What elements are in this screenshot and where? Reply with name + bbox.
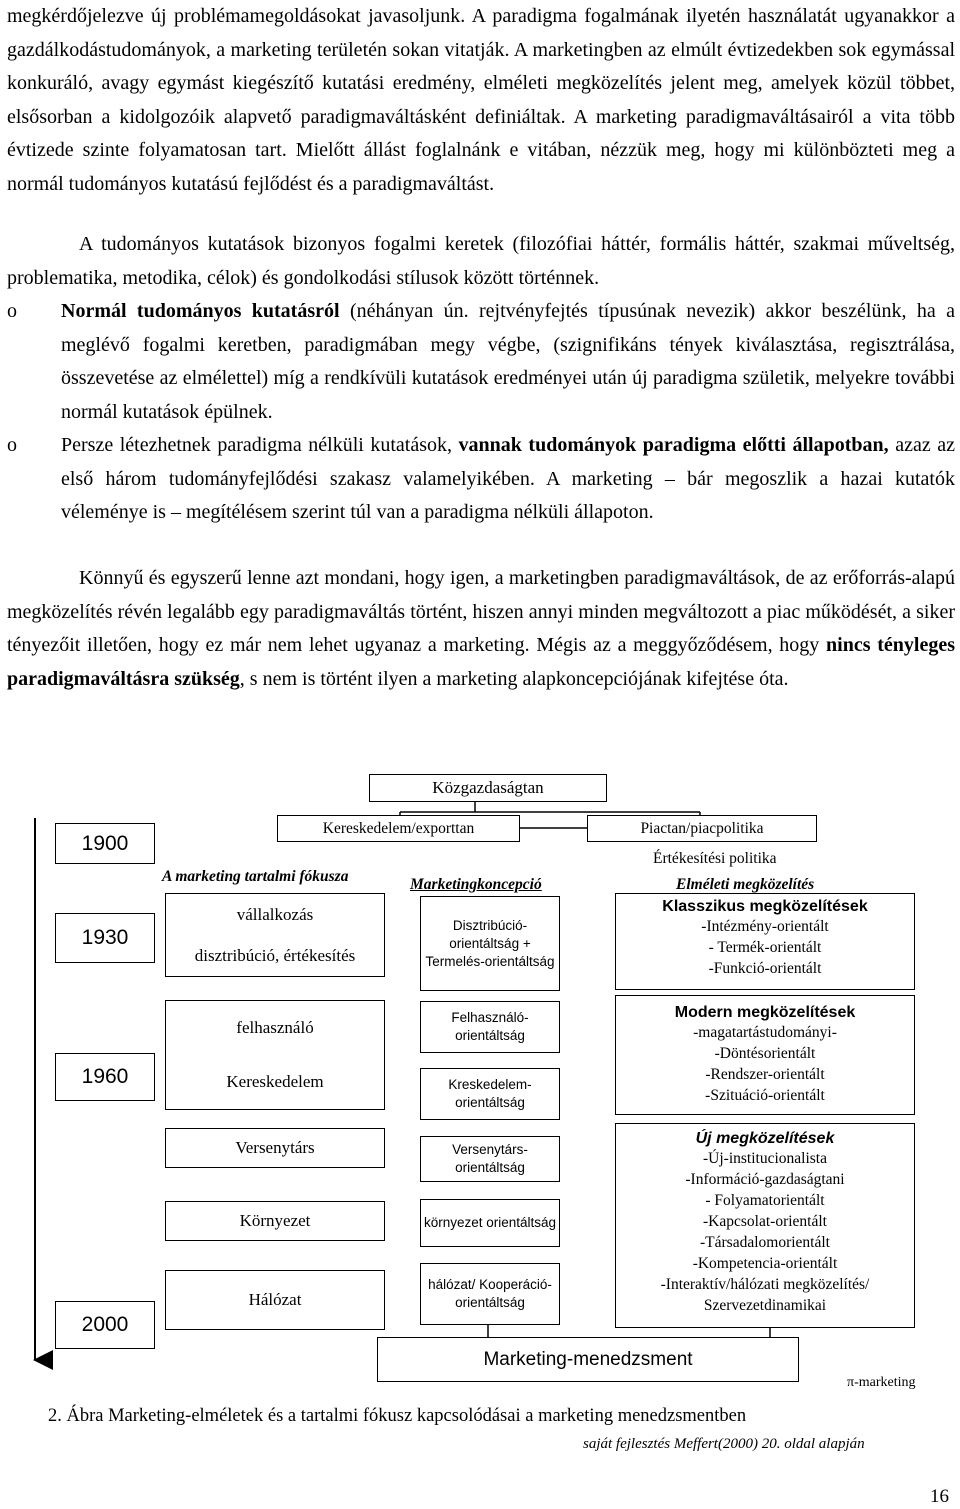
paragraph-1-text: megkérdőjelezve új problémamegoldásokat javasoljunk. A paradigma fogalmának ilyetén használatát ugyanakkor a gazdálkodástudományok, a marketing területén sokan vitatják. A marketingben az elmúlt évtizedekben sok egymással konkuráló, avagy egymást kiegészítő kutatási eredmény, elméleti megközelítés jelent meg, amelyek közül többet, elsősorban a kidolgozóik alapvető paradigmaváltásként definiáltak. A marketing paradigmaváltásairól a vita több évtizede szinte folyamatosan tart. Mielőtt állást foglalnánk e vitában, nézzük meg, hogy mi különbözteti meg a normál tudományos kutatású fejlődést és a paradigmaváltást. [7,5,955,195]
modern-item: -Döntésorientált [714,1045,816,1062]
concept-box-4: Versenytárs-orientáltság [420,1136,560,1182]
classic-item: - Termék-orientált [708,939,822,956]
classic-item: -Intézmény-orientált [701,918,829,935]
concept-header: Marketingkoncepció [410,876,542,893]
modern-title: Modern megközelítések [674,1004,856,1021]
new-item: -Új-institucionalista [703,1150,827,1167]
focus-header: A marketing tartalmi fókusza [162,868,349,885]
new-item: -Társadalomorientált [700,1234,830,1251]
new-title: Új megközelítések [695,1130,835,1147]
paragraph-2: A tudományos kutatások bizonyos fogalmi keretek (filozófiai háttér, formális háttér, szakmai műveltség, problematika, metodika, célok) és gondolkodási stílusok között történnek. [7,233,955,289]
concept-box-1: Disztribúció-orientáltság + Termelés-orientáltság [420,896,560,991]
kozgazdasagtan-box: Közgazdaságtan [369,774,607,802]
marketing-menedzsment-box: Marketing-menedzsment [377,1337,799,1382]
modern-item: -Rendszer-orientált [705,1066,825,1083]
bullet-mark: o [7,434,17,456]
pi-marketing-label: π-marketing [847,1375,916,1390]
year-box-1960: 1960 [55,1053,155,1101]
year-box-2000: 2000 [55,1301,155,1349]
new-item: -Interaktív/hálózati megközelítés/ [660,1276,870,1293]
bullet-mark: o [7,300,17,322]
modern-item: -magatartástudományi- [693,1024,837,1041]
new-item: Szervezetdinamikai [703,1297,827,1314]
modern-item: -Szituáció-orientált [705,1087,825,1104]
paragraph-3-bold: nincs tényleges paradigmaváltásra szükség [7,634,955,690]
page-number: 16 [930,1486,949,1507]
kereskedelem-box: Kereskedelem/exporttan [277,815,520,842]
focus-box-4: Környezet [165,1201,385,1241]
new-item: -Kapcsolat-orientált [703,1213,827,1230]
year-box-1900: 1900 [55,823,155,864]
concept-box-3: Kreskedelem-orientáltság [420,1068,560,1120]
year-box-1930: 1930 [55,913,155,963]
classic-title: Klasszikus megközelítések [662,898,868,915]
classic-box [615,893,915,990]
theory-header: Elméleti megközelítés [676,876,815,893]
figure-caption: 2. Ábra Marketing-elméletek és a tartalmi fókusz kapcsolódásai a marketing menedzsmentben [48,1406,747,1426]
concept-box-6: hálózat/ Kooperáció-orientáltság [420,1263,560,1325]
focus-box-2 [165,1000,385,1110]
focus-item: felhasználó [236,1018,314,1037]
bullet-2-bold: vannak tudományok paradigma előtti állapotban, [458,434,889,456]
focus-item: disztribúció, értékesítés [194,945,356,965]
focus-box-5: Hálózat [165,1270,385,1330]
concept-box-5: környezet orientáltság [420,1199,560,1247]
classic-item: -Funkció-orientált [708,960,822,977]
piac-box: Piactan/piacpolitika [587,815,817,842]
focus-item: vállalkozás [236,904,314,924]
focus-box-3: Versenytárs [165,1128,385,1168]
paragraph-3-text-b: , s nem is történt ilyen a marketing alapkoncepciójának kifejtése óta. [239,667,789,690]
figure-source: saját fejlesztés Meffert(2000) 20. oldal alapján [583,1436,865,1452]
bullet-1-text: (néhányan ún. rejtvényfejtés típusúnak nevezik) akkor beszélünk, ha a meglévő fogalmi keretben, paradigmában megy végbe, (szignifikáns tények kiválasztása, regisztrálása, összevetése az elmélettel) míg a rendkívüli kutatások eredményei után új paradigma születik, melyekre további normál kutatások épülnek. [61,300,956,423]
ertekesitesi-label: Értékesítési politika [653,850,777,867]
paragraph-3-text-a: Könnyű és egyszerű lenne azt mondani, hogy igen, a marketingben paradigmaváltások, de az erőforrás-alapú megközelítés révén legalább egy paradigmaváltás történt, hiszen annyi minden megváltozott a piac működését, a siker tényezőit illetően, hogy ez már nem lehet ugyanaz a marketing. Mégis az a meggyőződésem, hogy [7,567,955,656]
bullet-2-text-a: Persze létezhetnek paradigma nélküli kutatások, [61,434,459,456]
new-item: -Kompetencia-orientált [692,1255,838,1272]
modern-box [615,995,915,1115]
new-item: -Információ-gazdaságtani [685,1171,845,1188]
bullet-1-bold: Normál tudományos kutatásról [61,300,340,322]
focus-item: Kereskedelem [226,1072,324,1091]
new-box [615,1123,915,1328]
concept-box-2: Felhasználó-orientáltság [420,1001,560,1053]
new-item: - Folyamatorientált [705,1192,825,1209]
bullet-2-text-b: azaz az első három tudományfejlődési szakasz valamelyikében. A marketing – bár megoszlik a hazai kutatók véleménye is – megítélésem szerint túl van a paradigma nélküli állapoton. [61,434,955,523]
focus-box-1 [165,893,385,977]
